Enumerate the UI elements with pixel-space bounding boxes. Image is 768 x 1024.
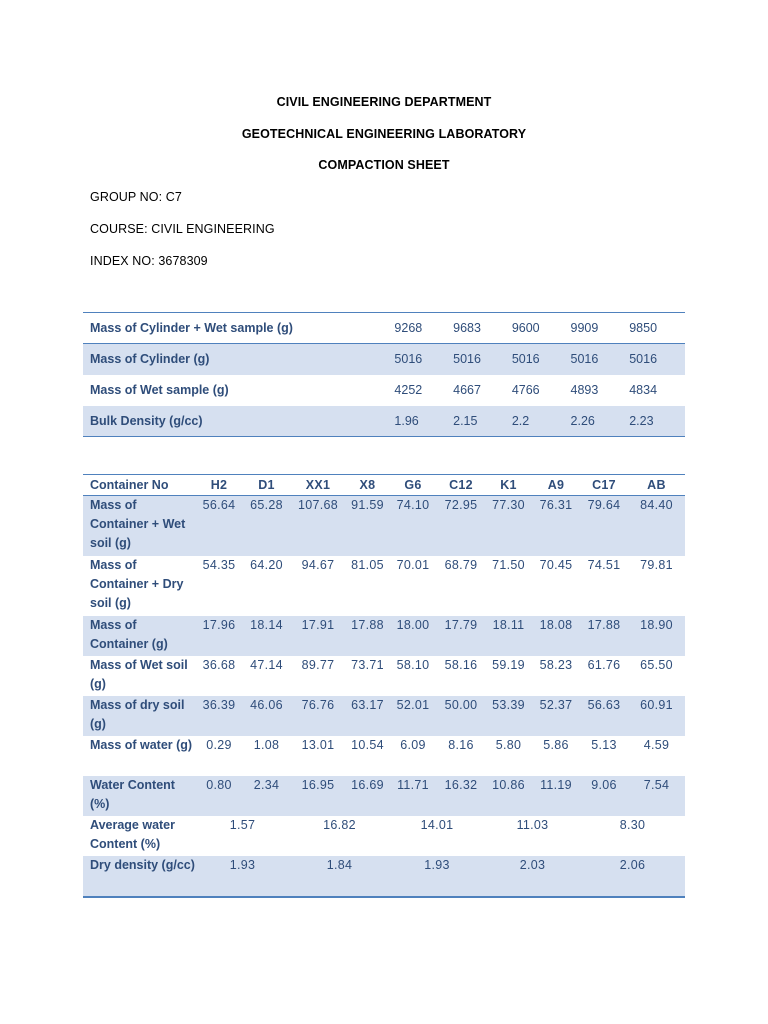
table-header-row bbox=[83, 475, 685, 496]
table-cell: 74.51 bbox=[587, 557, 621, 572]
sheet-title: COMPACTION SHEET bbox=[318, 158, 450, 172]
table-cell: 47.14 bbox=[250, 657, 283, 672]
table-cell: 17.96 bbox=[195, 616, 243, 656]
table-cell: 17.88 bbox=[580, 616, 628, 656]
table-cell: 4766 bbox=[511, 383, 540, 397]
table-cell: 17.79 bbox=[437, 616, 485, 656]
table-cell: 7.54 bbox=[628, 776, 685, 816]
course-name: COURSE: CIVIL ENGINEERING bbox=[90, 222, 275, 236]
table-cell: 59.19 bbox=[492, 657, 525, 672]
table-cell: 107.68 bbox=[290, 496, 346, 556]
row-label: Mass of Container + Wet soil (g) bbox=[83, 496, 195, 556]
dry-density-cell: 2.06 bbox=[580, 856, 685, 897]
row-label: Mass of Wet soil (g) bbox=[90, 657, 188, 691]
table-cell: 52.01 bbox=[389, 696, 437, 736]
table-cell: 1.96 bbox=[391, 406, 450, 437]
table-cell: 2.23 bbox=[626, 406, 685, 437]
table-cell: 84.40 bbox=[628, 496, 685, 556]
row-label: Mass of Cylinder + Wet sample (g) bbox=[83, 313, 391, 344]
table-cell: 9850 bbox=[626, 313, 685, 344]
department-title: CIVIL ENGINEERING DEPARTMENT bbox=[276, 95, 492, 109]
table-cell: 65.28 bbox=[243, 496, 290, 556]
moisture-content-table bbox=[83, 474, 685, 898]
row-label: Dry density (g/cc) bbox=[83, 856, 195, 897]
table-cell: 56.64 bbox=[195, 496, 243, 556]
table-cell: 52.37 bbox=[532, 696, 580, 736]
table-cell: 5016 bbox=[626, 344, 685, 375]
table-cell: 79.81 bbox=[640, 557, 673, 572]
row-label: Mass of Container + Dry soil (g) bbox=[90, 557, 184, 610]
header-label: Container No bbox=[83, 475, 195, 496]
table-cell: 18.00 bbox=[389, 616, 437, 656]
table-cell: 72.95 bbox=[437, 496, 485, 556]
average-water-content-cell: 8.30 bbox=[619, 817, 646, 832]
group-number: GROUP NO: C7 bbox=[90, 190, 182, 204]
table-cell: 18.14 bbox=[243, 616, 290, 656]
table-cell: 65.50 bbox=[640, 657, 673, 672]
average-water-content-cell: 14.01 bbox=[420, 817, 454, 832]
laboratory-title: GEOTECHNICAL ENGINEERING LABORATORY bbox=[241, 127, 527, 141]
dry-density-cell: 1.84 bbox=[290, 856, 389, 897]
table-cell: 79.64 bbox=[580, 496, 628, 556]
row-label: Bulk Density (g/cc) bbox=[83, 406, 391, 437]
table-cell: 46.06 bbox=[243, 696, 290, 736]
table-cell: 10.54 bbox=[351, 737, 384, 752]
table-cell: 76.31 bbox=[532, 496, 580, 556]
table-row bbox=[83, 344, 685, 375]
row-label: Mass of Wet sample (g) bbox=[90, 383, 229, 397]
table-row bbox=[83, 856, 685, 897]
container-header: C17 bbox=[580, 475, 628, 496]
container-header: G6 bbox=[389, 475, 437, 496]
table-cell: 76.76 bbox=[290, 696, 346, 736]
table-cell: 5016 bbox=[391, 344, 450, 375]
table-cell: 18.90 bbox=[628, 616, 685, 656]
table-cell: 2.2 bbox=[509, 406, 568, 437]
table-cell: 9909 bbox=[568, 313, 627, 344]
table-cell: 91.59 bbox=[346, 496, 389, 556]
table-cell: 68.79 bbox=[444, 557, 478, 572]
table-cell: 16.95 bbox=[290, 776, 346, 816]
table-cell: 16.32 bbox=[437, 776, 485, 816]
table-row bbox=[83, 656, 685, 696]
table-cell: 2.15 bbox=[450, 406, 509, 437]
table-cell: 11.71 bbox=[389, 776, 437, 816]
dry-density-cell: 2.03 bbox=[485, 856, 580, 897]
table-row bbox=[83, 313, 685, 344]
table-cell: 5.13 bbox=[591, 737, 617, 752]
table-cell: 18.11 bbox=[485, 616, 532, 656]
table-row bbox=[83, 496, 685, 556]
table-cell: 73.71 bbox=[351, 657, 384, 672]
table-cell: 11.19 bbox=[532, 776, 580, 816]
container-header: AB bbox=[628, 475, 685, 496]
row-label: Mass of dry soil (g) bbox=[83, 696, 195, 736]
table-row bbox=[83, 556, 685, 616]
table-cell: 2.34 bbox=[243, 776, 290, 816]
average-water-content-cell: 11.03 bbox=[516, 817, 549, 832]
container-header: K1 bbox=[485, 475, 532, 496]
table-row bbox=[83, 776, 685, 816]
average-water-content-cell: 16.82 bbox=[323, 817, 356, 832]
table-cell: 0.80 bbox=[195, 776, 243, 816]
table-cell: 5.86 bbox=[543, 737, 569, 752]
table-cell: 89.77 bbox=[301, 657, 335, 672]
table-cell: 71.50 bbox=[492, 557, 525, 572]
table-cell: 64.20 bbox=[250, 557, 283, 572]
cylinder-mass-table bbox=[83, 312, 685, 437]
row-label: Mass of Cylinder (g) bbox=[83, 344, 391, 375]
table-cell: 5016 bbox=[450, 344, 509, 375]
table-cell: 8.16 bbox=[448, 737, 474, 752]
table-cell: 2.26 bbox=[568, 406, 627, 437]
table-cell: 60.91 bbox=[628, 696, 685, 736]
table-cell: 4893 bbox=[570, 383, 599, 397]
table-cell: 0.29 bbox=[206, 737, 232, 752]
container-header: C12 bbox=[437, 475, 485, 496]
table-cell: 18.08 bbox=[532, 616, 580, 656]
table-cell: 58.10 bbox=[396, 657, 430, 672]
table-cell: 13.01 bbox=[301, 737, 335, 752]
table-cell: 81.05 bbox=[351, 557, 384, 572]
table-row bbox=[83, 406, 685, 437]
table-cell: 9268 bbox=[391, 313, 450, 344]
table-cell: 36.39 bbox=[195, 696, 243, 736]
table-cell: 58.16 bbox=[444, 657, 478, 672]
table-cell: 17.88 bbox=[346, 616, 389, 656]
table-row bbox=[83, 696, 685, 736]
table-cell: 4667 bbox=[453, 383, 481, 397]
row-label: Average water Content (%) bbox=[90, 817, 175, 851]
table-cell: 61.76 bbox=[587, 657, 621, 672]
table-cell: 94.67 bbox=[301, 557, 335, 572]
table-cell: 53.39 bbox=[485, 696, 532, 736]
table-cell: 56.63 bbox=[580, 696, 628, 736]
dry-density-cell: 1.93 bbox=[389, 856, 485, 897]
container-header: H2 bbox=[195, 475, 243, 496]
average-water-content-cell: 1.57 bbox=[229, 817, 256, 832]
table-cell: 9600 bbox=[509, 313, 568, 344]
row-label: Mass of water (g) bbox=[90, 737, 193, 752]
table-row bbox=[83, 616, 685, 656]
table-cell: 4.59 bbox=[643, 737, 670, 752]
table-cell: 63.17 bbox=[346, 696, 389, 736]
table-row bbox=[83, 816, 685, 856]
table-cell: 9683 bbox=[450, 313, 509, 344]
table-cell: 70.45 bbox=[539, 557, 573, 572]
table-cell: 16.69 bbox=[346, 776, 389, 816]
table-row bbox=[83, 736, 685, 776]
table-cell: 36.68 bbox=[202, 657, 236, 672]
container-header: X8 bbox=[346, 475, 389, 496]
row-label: Mass of Container (g) bbox=[83, 616, 195, 656]
container-header: XX1 bbox=[290, 475, 346, 496]
table-cell: 77.30 bbox=[485, 496, 532, 556]
row-label: Water Content (%) bbox=[83, 776, 195, 816]
table-cell: 50.00 bbox=[437, 696, 485, 736]
table-cell: 5016 bbox=[568, 344, 627, 375]
table-cell: 4252 bbox=[394, 383, 423, 397]
table-cell: 5.80 bbox=[495, 737, 522, 752]
table-cell: 5016 bbox=[509, 344, 568, 375]
table-cell: 6.09 bbox=[400, 737, 426, 752]
table-cell: 1.08 bbox=[253, 737, 280, 752]
table-cell: 17.91 bbox=[290, 616, 346, 656]
table-cell: 4834 bbox=[629, 383, 658, 397]
table-cell: 70.01 bbox=[396, 557, 430, 572]
table-cell: 58.23 bbox=[539, 657, 573, 672]
table-cell: 74.10 bbox=[389, 496, 437, 556]
table-cell: 54.35 bbox=[202, 557, 236, 572]
table-cell: 9.06 bbox=[580, 776, 628, 816]
dry-density-cell: 1.93 bbox=[195, 856, 290, 897]
container-header: A9 bbox=[532, 475, 580, 496]
table-row bbox=[83, 375, 685, 406]
table-cell: 10.86 bbox=[485, 776, 532, 816]
index-number: INDEX NO: 3678309 bbox=[90, 254, 208, 268]
container-header: D1 bbox=[243, 475, 290, 496]
